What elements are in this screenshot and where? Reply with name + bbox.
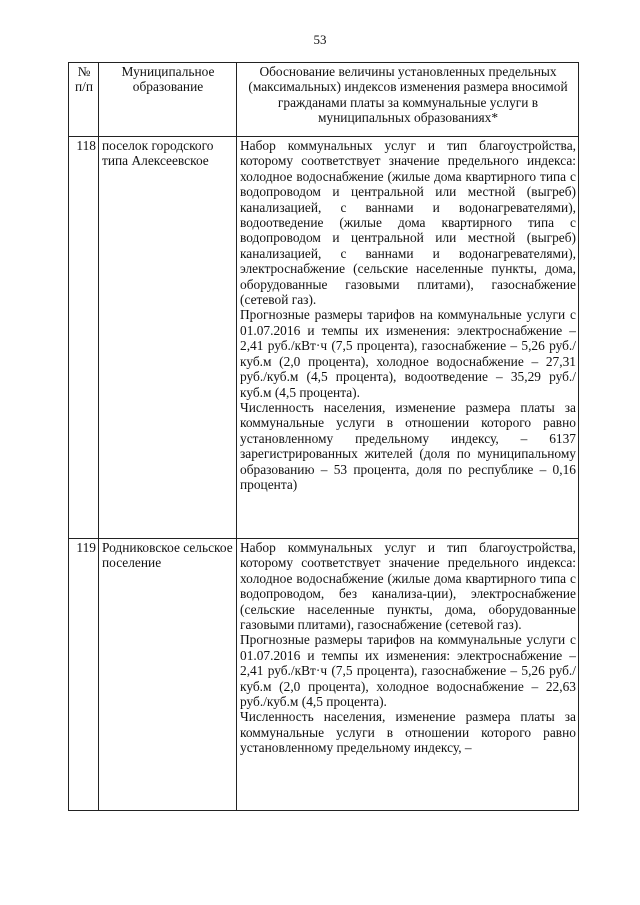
header-num: № п/п bbox=[69, 63, 99, 137]
justification-paragraph: Численность населения, изменение размера платы за коммунальные услуги в отношении которого равно установленному предельному индексу, – 6137 зарегистрированных жителей (доля по муниципальному образованию – 53 процента, доля по республике – 0,16 процента) bbox=[240, 399, 576, 492]
justification-paragraph: Набор коммунальных услуг и тип благоустройства, которому соответствует значение предельного индекса: холодное водоснабжение (жилые дома квартирного типа с водопроводом, без канализа-ции), электроснабжение (сельские населенные пункты, дома, оборудованные газовыми плитами), газоснабжение (сетевой газ). bbox=[240, 540, 576, 633]
row-number: 118 bbox=[69, 137, 99, 539]
table-row bbox=[69, 539, 579, 811]
justification-cell bbox=[237, 539, 579, 811]
justification-paragraph: Набор коммунальных услуг и тип благоустройства, которому соответствует значение предельного индекса: холодное водоснабжение (жилые дома квартирного типа с водопроводом и центральной или местной (выгреб) канализацией, с ваннами и водонагревателями), водоотведение (жилые дома квартирного типа с водопроводом и центральной или местной (выгреб) канализацией, с ваннами и водонагревателями), электроснабжение (сельские населенные пункты, дома, оборудованные газовыми плитами), газоснабжение (сетевой газ). bbox=[240, 138, 576, 308]
header-municipality: Муниципальное образование bbox=[99, 63, 237, 137]
municipality-name: поселок городского типа Алексеевское bbox=[99, 137, 237, 539]
justification-paragraph: Прогнозные размеры тарифов на коммунальные услуги с 01.07.2016 и темпы их изменения: электроснабжение – 2,41 руб./кВт·ч (7,5 процента), газоснабжение – 5,26 руб./куб.м (2,0 процента), холодное водоснабжение – 27,31 руб./куб.м (4,5 процента), водоотведение – 35,29 руб./куб.м (4,5 процента). bbox=[240, 307, 576, 400]
row-number: 119 bbox=[69, 539, 99, 811]
table-row bbox=[69, 137, 579, 539]
table-header-row bbox=[69, 63, 579, 137]
page-number: 53 bbox=[313, 32, 327, 47]
municipality-name: Родниковское сельское поселение bbox=[99, 539, 237, 811]
justification-cell bbox=[237, 137, 579, 539]
header-justification: Обоснование величины установленных предельных (максимальных) индексов изменения размера вносимой гражданами платы за коммунальные услуги в муниципальных образованиях* bbox=[237, 63, 579, 137]
tariff-justification-table bbox=[68, 62, 579, 811]
justification-paragraph: Численность населения, изменение размера платы за коммунальные услуги в отношении которого равно установленному предельному индексу, – bbox=[240, 709, 576, 756]
justification-paragraph: Прогнозные размеры тарифов на коммунальные услуги с 01.07.2016 и темпы их изменения: электроснабжение – 2,41 руб./кВт·ч (7,5 процента), газоснабжение – 5,26 руб./куб.м (2,0 процента), холодное водоснабжение – 22,63 руб./куб.м (4,5 процента). bbox=[240, 632, 576, 710]
